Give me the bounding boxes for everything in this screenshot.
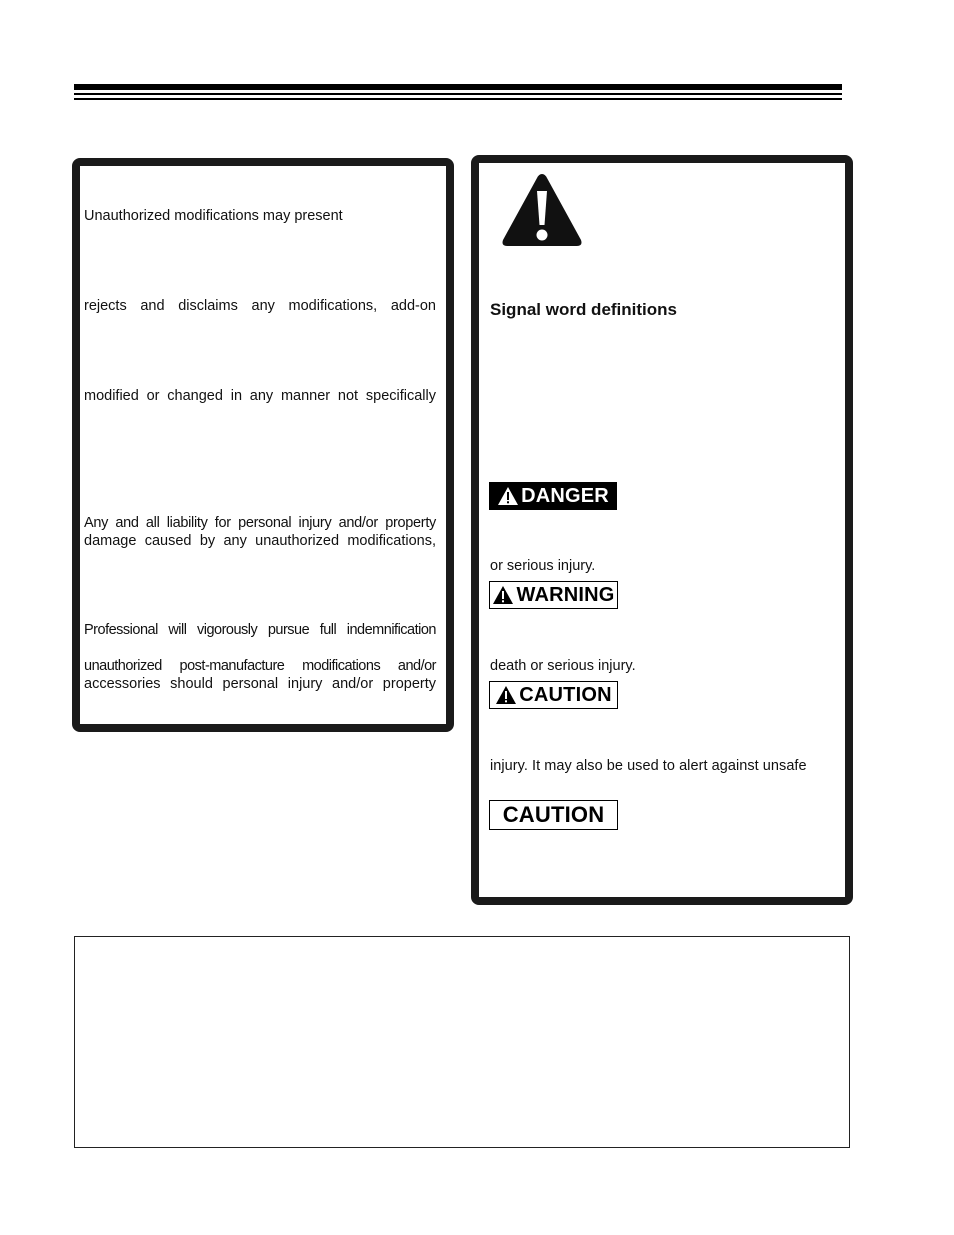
left-line-2: rejects and disclaims any modifications, add-on xyxy=(84,298,436,314)
bottom-notice-box xyxy=(74,936,850,1148)
caution-text: injury. It may also be used to alert against unsafe xyxy=(490,758,807,774)
danger-label: DANGER xyxy=(521,484,609,507)
header-rules xyxy=(74,84,842,100)
left-line-7: unauthorized post-manufacture modifications and/or xyxy=(84,658,436,674)
safety-definitions-box xyxy=(471,155,853,905)
danger-text: or serious injury. xyxy=(490,558,596,574)
warning-label: WARNING xyxy=(516,583,615,606)
header-rule-thin-2 xyxy=(74,98,842,100)
left-line-3: modified or changed in any manner not specifically xyxy=(84,388,436,404)
left-line-1: Unauthorized modifications may present xyxy=(84,208,343,224)
notice-caution-badge xyxy=(489,800,618,830)
left-line-8: accessories should personal injury and/or property xyxy=(84,676,436,692)
warning-badge xyxy=(489,581,618,609)
header-rule-thin-1 xyxy=(74,93,842,95)
caution-badge xyxy=(489,681,618,709)
caution-alert-icon xyxy=(495,685,517,705)
notice-caution-label: CAUTION xyxy=(502,802,605,827)
warning-text: death or serious injury. xyxy=(490,658,636,674)
warning-triangle-icon xyxy=(500,172,584,248)
header-rule-thick xyxy=(74,84,842,90)
signal-word-heading: Signal word definitions xyxy=(490,300,677,319)
left-line-5: damage caused by any unauthorized modifications, xyxy=(84,533,436,549)
left-line-4: Any and all liability for personal injury and/or property xyxy=(84,515,436,531)
danger-badge xyxy=(489,482,617,510)
left-line-6: Professional will vigorously pursue full indemnification xyxy=(84,622,436,638)
modifications-warning-box xyxy=(72,158,454,732)
warning-alert-icon xyxy=(492,585,514,605)
caution-label: CAUTION xyxy=(519,683,612,706)
danger-alert-icon xyxy=(497,486,519,506)
